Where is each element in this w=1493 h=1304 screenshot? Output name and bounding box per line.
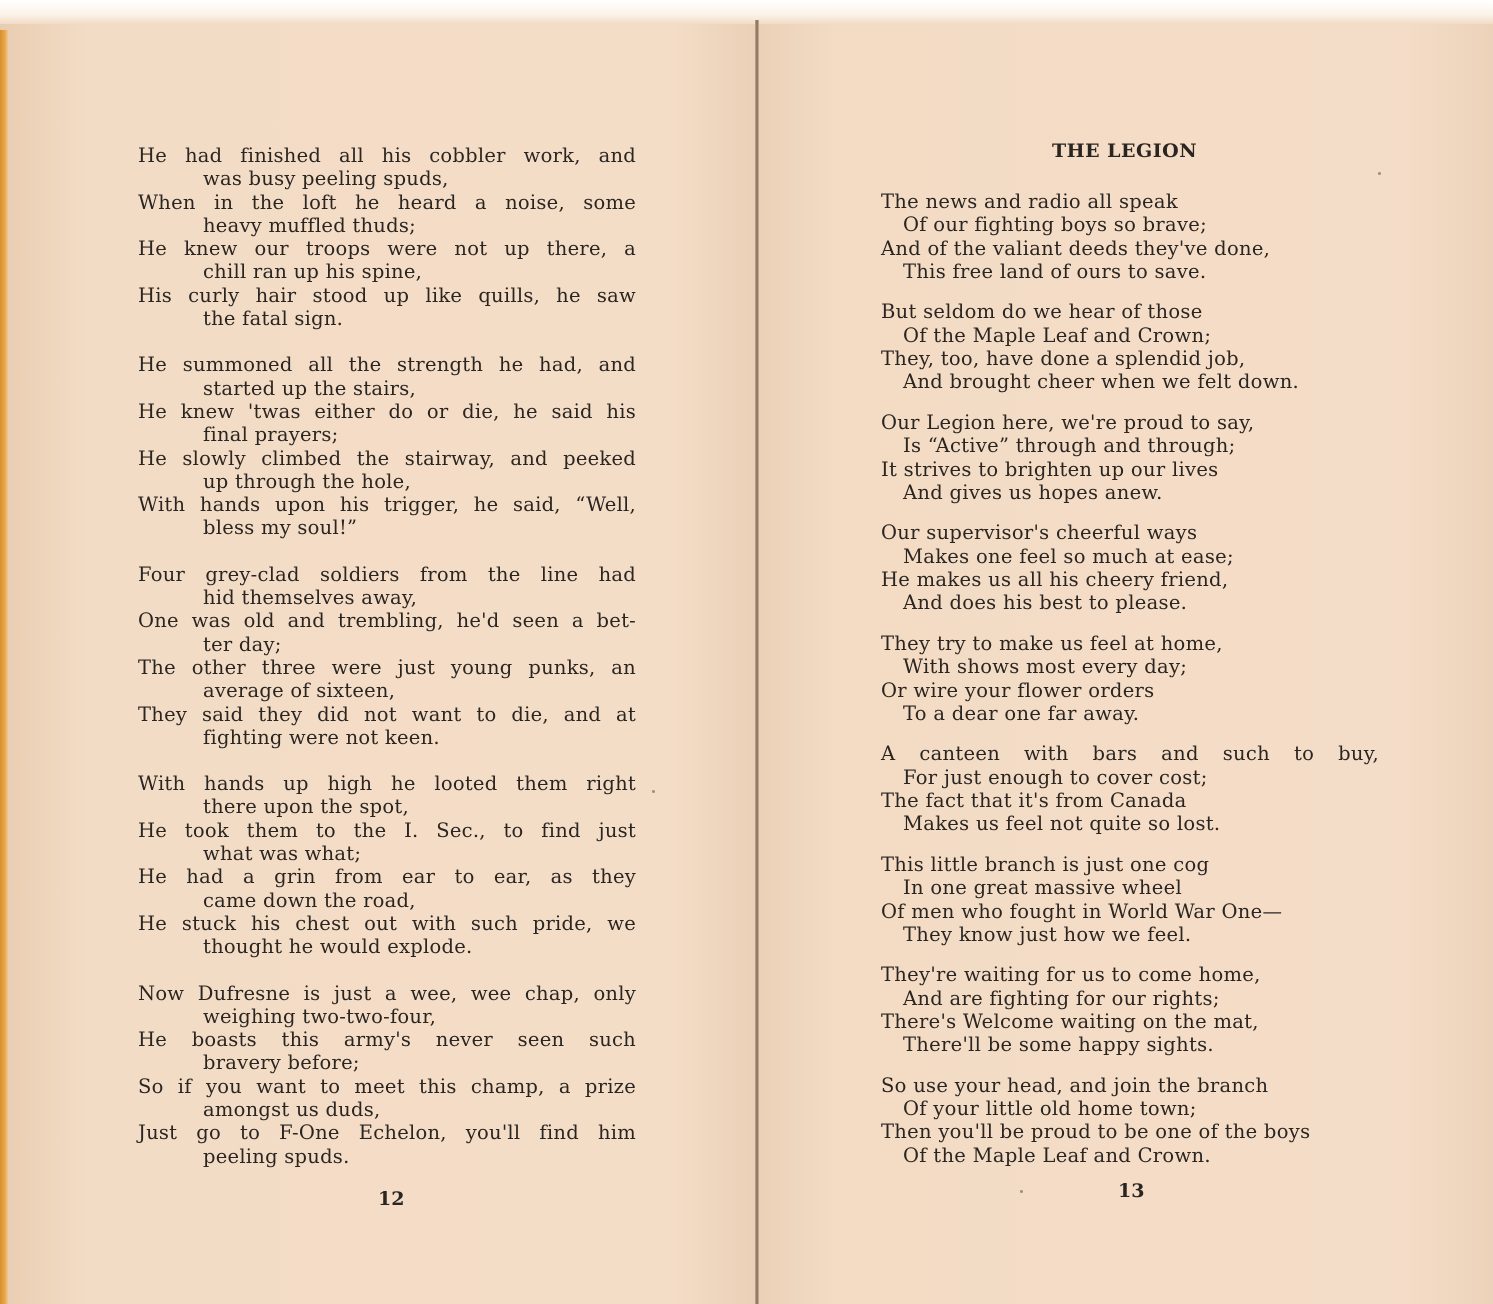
verse-line: This free land of ours to save. (903, 259, 1207, 283)
verse-line-continuation: the fatal sign. (203, 307, 344, 331)
verse-line: Of men who fought in World War One— (881, 899, 1283, 923)
stanza (138, 772, 636, 958)
verse-line: Then you'll be proud to be one of the boys (881, 1120, 1311, 1144)
paper-speck (1378, 172, 1381, 175)
verse-line-continuation: what was what; (203, 842, 362, 866)
verse-line: The fact that it's from Canada (881, 789, 1187, 813)
verse-line: He knew our troops were not up there, a (138, 237, 636, 261)
verse-line: There's Welcome waiting on the mat, (881, 1009, 1259, 1033)
verse-line: He knew 'twas either do or die, he said his (138, 399, 636, 423)
stanza (881, 411, 1379, 504)
verse-line: This little branch is just one cog (881, 852, 1210, 876)
verse-line: And gives us hopes anew. (903, 480, 1163, 504)
stanza (881, 521, 1379, 614)
verse-line: To a dear one far away. (903, 701, 1140, 725)
verse-line: Our supervisor's cheerful ways (881, 521, 1198, 545)
verse-line: They're waiting for us to come home, (881, 963, 1261, 987)
verse-line: He stuck his chest out with such pride, we (138, 911, 636, 935)
poem-title: THE LEGION (1052, 140, 1198, 162)
stanza (881, 300, 1379, 393)
verse-line-continuation: fighting were not keen. (203, 725, 440, 749)
verse-line: He summoned all the strength he had, and (138, 353, 636, 377)
verse-line: He slowly climbed the stairway, and peeked (138, 446, 636, 470)
verse-line-continuation: heavy muffled thuds; (203, 213, 416, 237)
verse-line: Is “Active” through and through; (903, 434, 1236, 458)
verse-line: With hands upon his trigger, he said, “Well, (138, 493, 636, 517)
verse-line-continuation: amongst us duds, (203, 1097, 381, 1121)
verse-line: He had a grin from ear to ear, as they (138, 865, 636, 889)
verse-line: And are fighting for our rights; (903, 986, 1220, 1010)
stanza (881, 632, 1379, 725)
verse-line: They, too, have done a splendid job, (881, 347, 1246, 371)
verse-line: It strives to brighten up our lives (881, 457, 1219, 481)
verse-line-continuation: final prayers; (203, 423, 339, 447)
verse-line: The news and radio all speak (881, 190, 1178, 213)
verse-line: There'll be some happy sights. (903, 1033, 1214, 1057)
paper-speck (1020, 1190, 1023, 1193)
stanza (881, 742, 1379, 835)
stanza (881, 1074, 1379, 1167)
verse-line: Of our fighting boys so brave; (903, 213, 1207, 237)
verse-line: The other three were just young punks, an (138, 655, 636, 679)
verse-line: So use your head, and join the branch (881, 1073, 1269, 1097)
verse-line: A canteen with bars and such to buy, (881, 742, 1379, 766)
verse-line-continuation: ter day; (203, 632, 282, 656)
page-number-right: 13 (1118, 1180, 1145, 1202)
verse-line: Just go to F-One Echelon, you'll find him (138, 1121, 636, 1145)
verse-line: Now Dufresne is just a wee, wee chap, only (138, 981, 636, 1005)
verse-line: He makes us all his cheery friend, (881, 568, 1229, 592)
verse-line-continuation: bless my soul!” (203, 516, 358, 540)
verse-line-continuation: up through the hole, (203, 469, 411, 493)
verse-line: With hands up high he looted them right (138, 772, 636, 796)
right-poem (881, 190, 1379, 1184)
verse-line-continuation: weighing two-two-four, (203, 1004, 437, 1028)
verse-line-continuation: average of sixteen, (203, 679, 396, 703)
page-number-left: 12 (378, 1188, 405, 1210)
verse-line: When in the loft he heard a noise, some (138, 190, 636, 214)
verse-line-continuation: chill ran up his spine, (203, 260, 423, 284)
paper-speck (652, 790, 655, 793)
verse-line: Makes us feel not quite so lost. (903, 812, 1221, 836)
stanza (138, 982, 636, 1168)
verse-line: His curly hair stood up like quills, he saw (138, 283, 636, 307)
verse-line: Four grey-clad soldiers from the line had (138, 562, 636, 586)
left-poem (138, 144, 636, 1191)
verse-line: For just enough to cover cost; (903, 765, 1208, 789)
verse-line: So if you want to meet this champ, a prize (138, 1074, 636, 1098)
verse-line: Our Legion here, we're proud to say, (881, 410, 1255, 434)
verse-line: One was old and trembling, he'd seen a bet- (138, 609, 636, 633)
verse-line: And of the valiant deeds they've done, (881, 236, 1271, 260)
stanza (881, 963, 1379, 1056)
verse-line: Makes one feel so much at ease; (903, 544, 1234, 568)
verse-line-continuation: came down the road, (203, 888, 416, 912)
right-page (759, 0, 1493, 1304)
verse-line: Or wire your flower orders (881, 678, 1155, 702)
verse-line-continuation: started up the stairs, (203, 376, 416, 400)
verse-line-continuation: bravery before; (203, 1051, 360, 1075)
verse-line: They said they did not want to die, and at (138, 702, 636, 726)
verse-line: And brought cheer when we felt down. (903, 370, 1300, 394)
verse-line-continuation: peeling spuds. (203, 1144, 350, 1168)
verse-line: In one great massive wheel (903, 876, 1182, 900)
stanza (138, 563, 636, 749)
stanza (138, 144, 636, 330)
verse-line: Of the Maple Leaf and Crown; (903, 323, 1212, 347)
stanza (138, 353, 636, 539)
stanza (881, 190, 1379, 283)
verse-line: They try to make us feel at home, (881, 631, 1223, 655)
verse-line: He boasts this army's never seen such (138, 1028, 636, 1052)
verse-line: He had finished all his cobbler work, and (138, 144, 636, 167)
verse-line: He took them to the I. Sec., to find just (138, 818, 636, 842)
verse-line: And does his best to please. (903, 591, 1188, 615)
verse-line: But seldom do we hear of those (881, 300, 1203, 324)
verse-line: Of the Maple Leaf and Crown. (903, 1143, 1211, 1167)
verse-line-continuation: thought he would explode. (203, 935, 473, 959)
stanza (881, 853, 1379, 946)
verse-line: With shows most every day; (903, 655, 1188, 679)
verse-line-continuation: hid themselves away, (203, 586, 418, 610)
verse-line: They know just how we feel. (903, 922, 1192, 946)
verse-line: Of your little old home town; (903, 1097, 1197, 1121)
verse-line-continuation: was busy peeling spuds, (203, 167, 449, 191)
verse-line-continuation: there upon the spot, (203, 795, 409, 819)
